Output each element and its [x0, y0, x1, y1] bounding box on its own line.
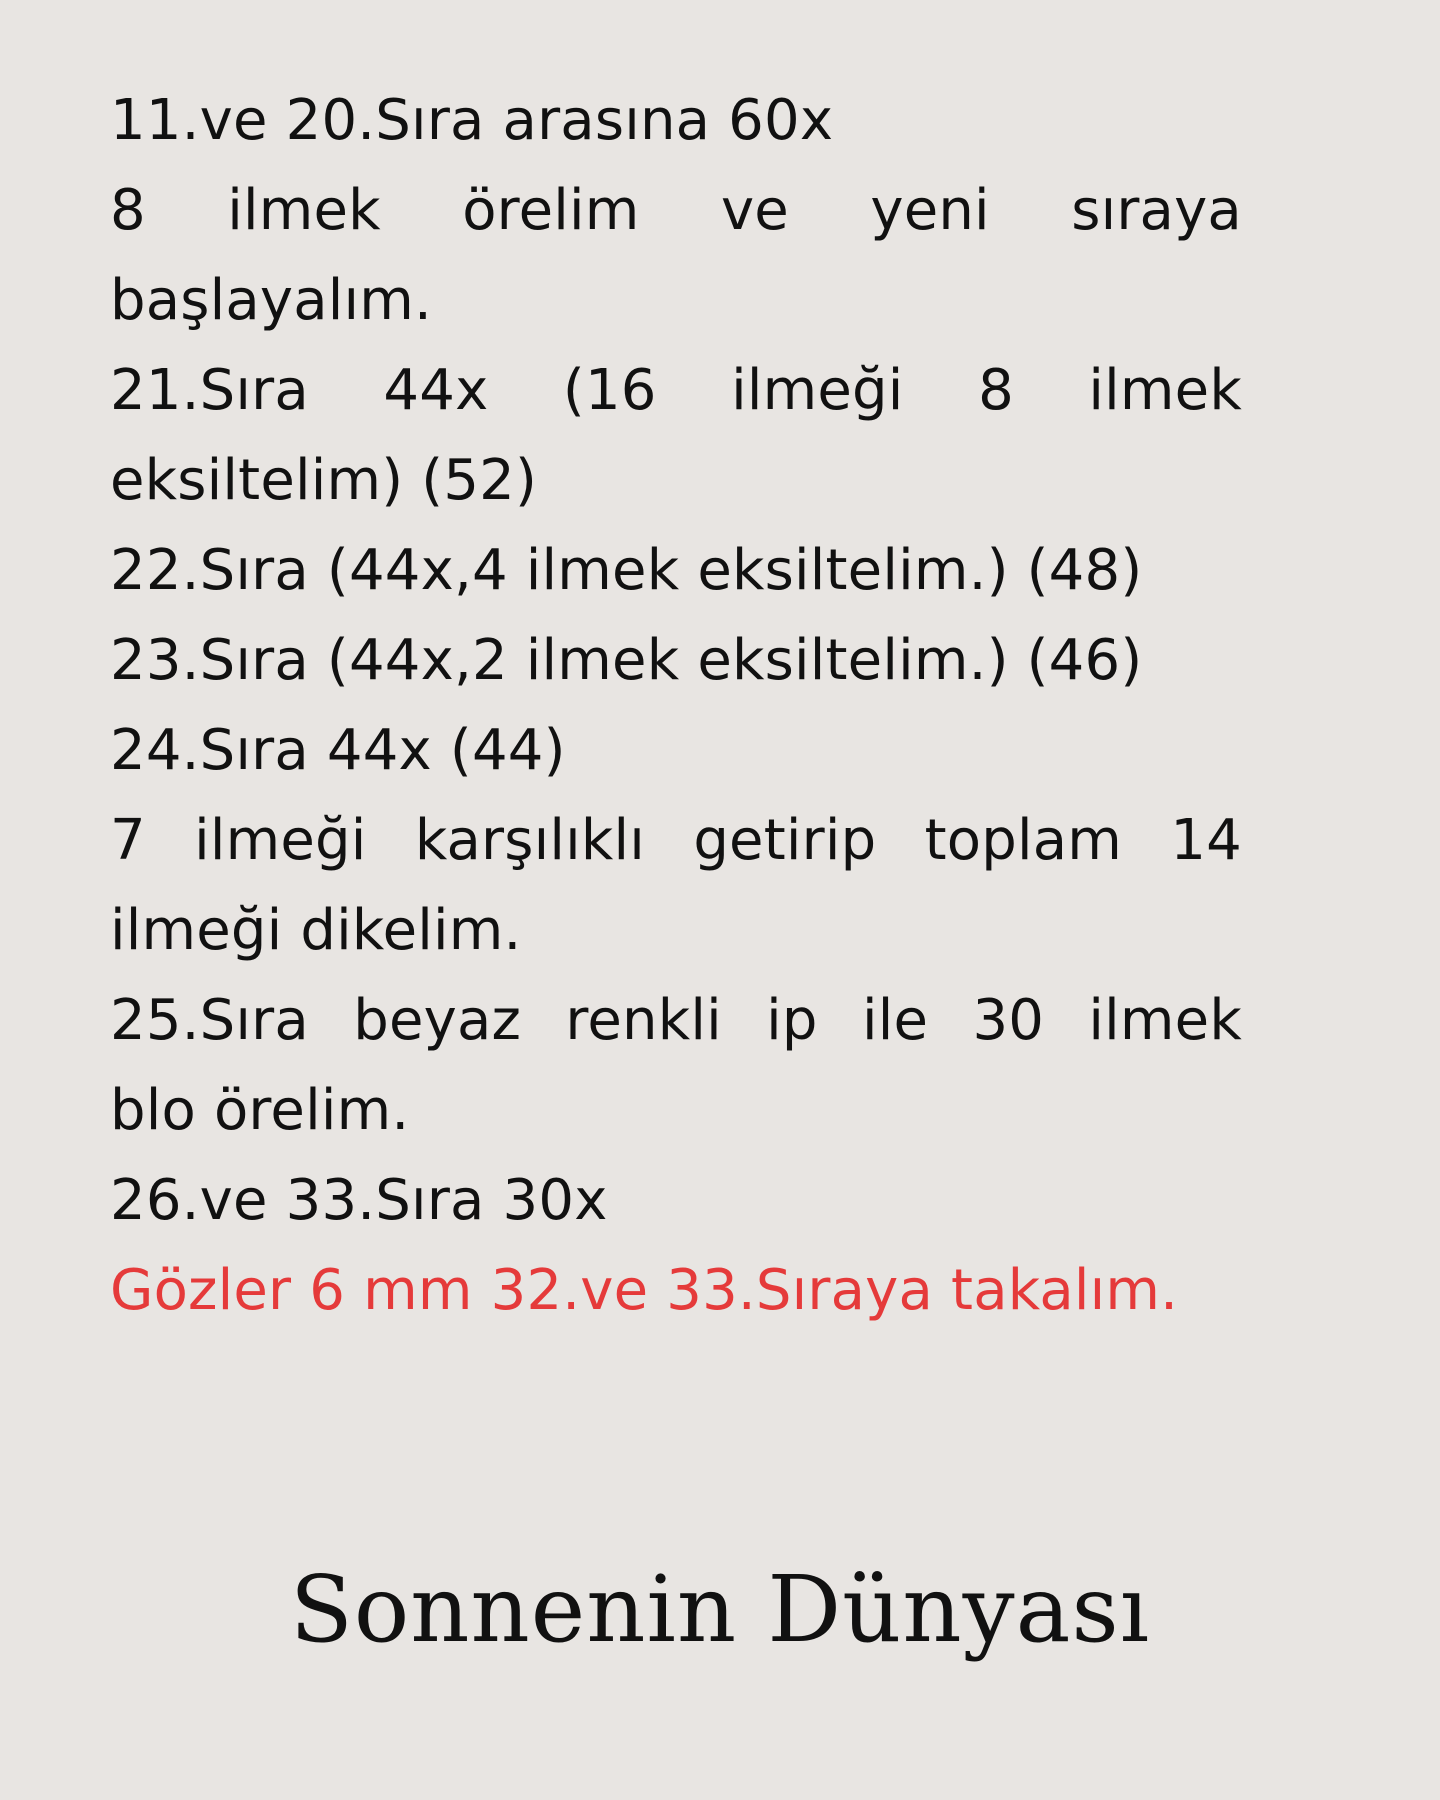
word: 8	[110, 178, 146, 243]
word: sıraya	[1071, 178, 1242, 243]
word: (16	[562, 358, 657, 423]
word: 21.Sıra	[110, 358, 309, 423]
word: ilmeği	[194, 808, 367, 873]
word: ve	[720, 178, 789, 243]
word: karşılıklı	[414, 808, 646, 873]
word: 30	[972, 988, 1045, 1053]
word: ilmek	[1088, 988, 1242, 1053]
pattern-line-8: 24.Sıra 44x (44)	[110, 718, 566, 783]
word: getirip	[693, 808, 877, 873]
word: 7	[110, 808, 146, 873]
word: 44x	[383, 358, 489, 423]
pattern-line-5: eksiltelim) (52)	[110, 448, 538, 513]
word: beyaz	[353, 988, 522, 1053]
pattern-line-2	[110, 166, 1242, 256]
word: ilmek	[1088, 358, 1242, 423]
pattern-line-4	[110, 346, 1242, 436]
pattern-line-12: blo örelim.	[110, 1078, 410, 1143]
word: ip	[766, 988, 818, 1053]
pattern-line-7: 23.Sıra (44x,2 ilmek eksiltelim.) (46)	[110, 628, 1143, 693]
eye-instruction-line: Gözler 6 mm 32.ve 33.Sıraya takalım.	[110, 1258, 1179, 1323]
pattern-line-10: ilmeği dikelim.	[110, 898, 522, 963]
word: yeni	[870, 178, 990, 243]
word: ile	[861, 988, 929, 1053]
word: 14	[1170, 808, 1242, 873]
pattern-text	[110, 76, 1242, 1336]
word: ilmeği	[731, 358, 904, 423]
pattern-line-11	[110, 976, 1242, 1066]
word: 25.Sıra	[110, 988, 309, 1053]
word: ilmek	[227, 178, 381, 243]
pattern-line-9	[110, 796, 1242, 886]
word: renkli	[565, 988, 722, 1053]
pattern-line-1: 11.ve 20.Sıra arasına 60x	[110, 88, 834, 153]
author-signature: Sonnenin Dünyası	[289, 1556, 1151, 1663]
word: toplam	[924, 808, 1123, 873]
pattern-line-3: başlayalım.	[110, 268, 433, 333]
word: 8	[978, 358, 1014, 423]
word: örelim	[462, 178, 640, 243]
pattern-line-13: 26.ve 33.Sıra 30x	[110, 1168, 608, 1233]
pattern-line-6: 22.Sıra (44x,4 ilmek eksiltelim.) (48)	[110, 538, 1143, 603]
